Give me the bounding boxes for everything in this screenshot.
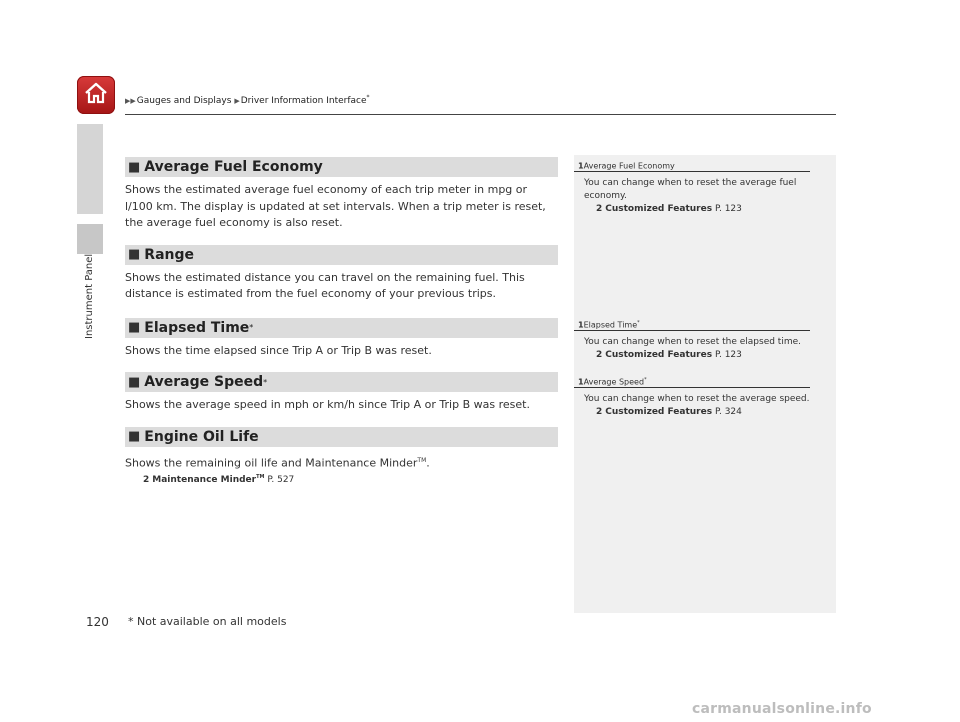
home-icon <box>83 81 109 109</box>
chapter-label: Instrument Panel <box>84 254 95 340</box>
section-range <box>125 245 558 303</box>
breadcrumb <box>125 94 370 106</box>
note-icon: 1 <box>578 161 584 171</box>
customized-features-link[interactable]: 2 Customized Features P. 123 <box>596 350 742 360</box>
section-average-speed <box>125 372 558 414</box>
note-average-speed <box>574 374 836 419</box>
note-title: 1Elapsed Time* <box>578 320 640 330</box>
section-heading <box>125 245 558 265</box>
note-text: You can change when to reset the average fuel economy. <box>584 178 797 201</box>
reference-arrow-icon: 2 <box>596 407 603 417</box>
section-title: Elapsed Time <box>144 319 250 336</box>
main-content <box>125 157 558 485</box>
note-elapsed-time <box>574 317 836 362</box>
black-square-icon: ■ <box>128 374 141 390</box>
breadcrumb-item-gauges[interactable]: Gauges and Displays <box>136 96 232 106</box>
note-title: 1Average Speed* <box>578 377 647 387</box>
page-reference-link[interactable]: 2 Maintenance Minder™ P. 527 <box>143 473 295 485</box>
note-title: 1Average Fuel Economy <box>578 161 675 171</box>
footnote-marker: * <box>249 323 254 332</box>
section-title: Average Fuel Economy <box>144 159 323 175</box>
section-text: Shows the time elapsed since Trip A or Trip B was reset. <box>125 343 432 357</box>
reference-arrow-icon: 2 <box>596 350 603 360</box>
section-text: Shows the remaining oil life and Maintenance Minder™. <box>125 456 430 470</box>
triangle-right-icon: ▶▶ <box>125 97 136 105</box>
reference-arrow-icon: 2 <box>143 474 150 485</box>
home-button[interactable] <box>77 76 115 114</box>
customized-features-link[interactable]: 2 Customized Features P. 123 <box>596 204 742 214</box>
section-text: Shows the estimated distance you can travel on the remaining fuel. This distance is estimated from the fuel economy of your previous trips. <box>125 270 525 300</box>
note-icon: 1 <box>578 377 584 387</box>
reference-arrow-icon: 2 <box>596 204 603 214</box>
breadcrumb-item-driver-info[interactable]: Driver Information Interface <box>240 96 367 106</box>
section-heading <box>125 318 558 338</box>
section-title: Engine Oil Life <box>144 428 259 445</box>
black-square-icon: ■ <box>128 429 141 444</box>
watermark: carmanualsonline.info <box>692 701 872 717</box>
triangle-right-icon: ▶ <box>234 97 240 105</box>
footnote-marker: * <box>263 377 268 387</box>
section-text: Shows the estimated average fuel economy of each trip meter in mpg or l/100 km. The display is updated at set intervals. When a trip meter is reset, the average fuel economy is also reset. <box>125 183 546 229</box>
black-square-icon: ■ <box>128 320 141 335</box>
note-icon: 1 <box>578 320 584 330</box>
section-average-fuel-economy <box>125 157 558 232</box>
black-square-icon: ■ <box>128 247 141 262</box>
section-title: Range <box>144 246 195 263</box>
customized-features-link[interactable]: 2 Customized Features P. 324 <box>596 407 742 417</box>
section-heading <box>125 157 558 177</box>
section-elapsed-time <box>125 318 558 360</box>
black-square-icon: ■ <box>128 159 141 175</box>
section-title: Average Speed <box>144 374 264 390</box>
header-divider <box>125 114 836 115</box>
section-heading <box>125 427 558 447</box>
note-average-fuel-economy <box>574 158 836 216</box>
section-text: Shows the average speed in mph or km/h since Trip A or Trip B was reset. <box>125 398 530 411</box>
note-text: You can change when to reset the average speed. <box>584 394 810 404</box>
section-heading <box>125 372 558 392</box>
chapter-tab-current[interactable] <box>77 224 103 254</box>
page-number: 120 <box>86 615 109 629</box>
footnote: * Not available on all models <box>128 615 287 628</box>
note-text: You can change when to reset the elapsed time. <box>584 337 801 347</box>
footnote-marker: * <box>366 94 370 101</box>
chapter-tab-previous[interactable] <box>77 124 103 214</box>
section-engine-oil-life <box>125 427 558 485</box>
notes-sidebar <box>574 155 836 613</box>
